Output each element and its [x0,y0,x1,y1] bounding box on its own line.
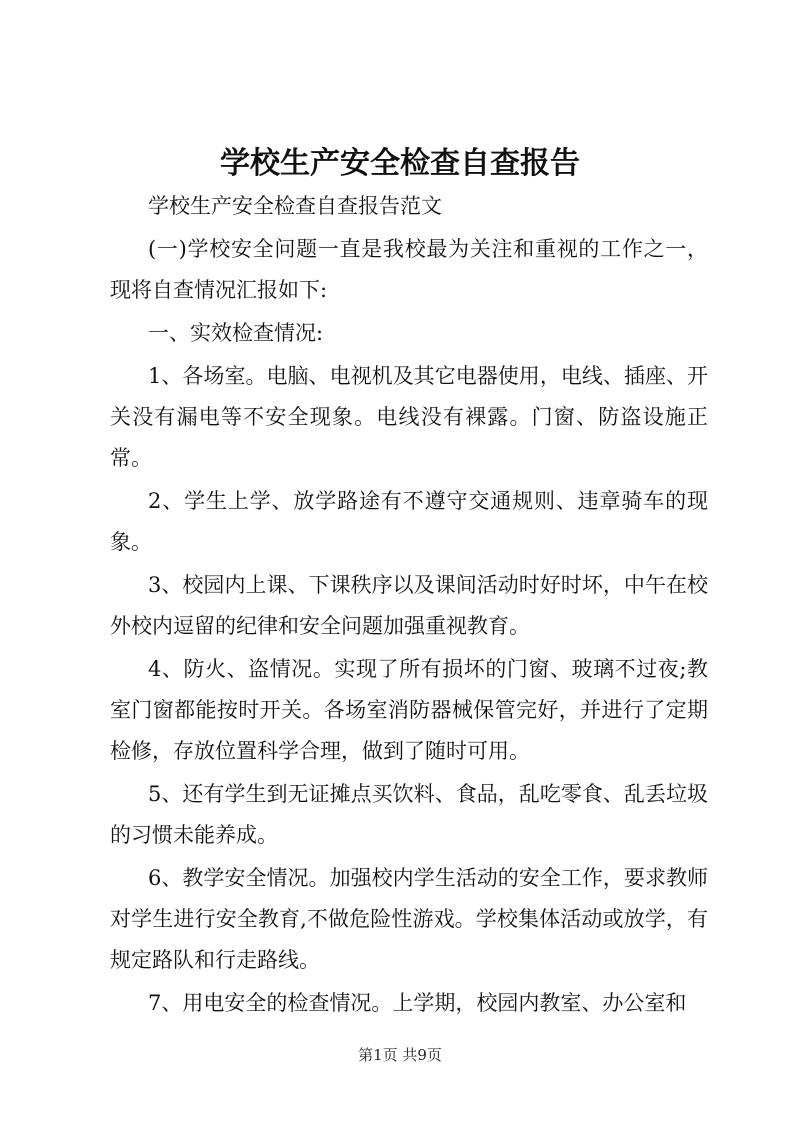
page-number-footer: 第1页 共9页 [358,1046,442,1064]
paragraph-item-4: 4、防火、盗情况。实现了所有损坏的门窗、玻璃不过夜;教室门窗都能按时开关。各场室消防器械保管完好，并进行了定期检修，存放位置科学合理，做到了随时可用。 [110,657,708,763]
document-title: 学校生产安全检查自查报告 [220,146,580,181]
paragraph-item-6: 6、教学安全情况。加强校内学生活动的安全工作，要求教师对学生进行安全教育,不做危险性游戏。学校集体活动或放学，有规定路队和行走路线。 [110,866,708,972]
paragraph-item-5: 5、还有学生到无证摊点买饮料、食品，乱吃零食、乱丢垃圾的习惯未能养成。 [110,782,708,847]
paragraph-subtitle: 学校生产安全检查自查报告范文 [148,194,442,218]
section-heading-inspection: 一、实效检查情况: [148,321,324,345]
paragraph-intro: (一)学校安全问题一直是我校最为关注和重视的工作之一，现将自查情况汇报如下: [110,237,708,302]
paragraph-item-7: 7、用电安全的检查情况。上学期，校园内教室、办公室和 [148,991,687,1015]
paragraph-item-3: 3、校园内上课、下课秩序以及课间活动时好时坏，中午在校外校内逗留的纪律和安全问题加强重视教育。 [110,573,708,638]
document-body [110,186,708,1026]
paragraph-item-1: 1、各场室。电脑、电视机及其它电器使用，电线、插座、开关没有漏电等不安全现象。电线没有裸露。门窗、防盗设施正常。 [110,364,708,470]
paragraph-item-2: 2、学生上学、放学路途有不遵守交通规则、违章骑车的现象。 [110,489,708,554]
